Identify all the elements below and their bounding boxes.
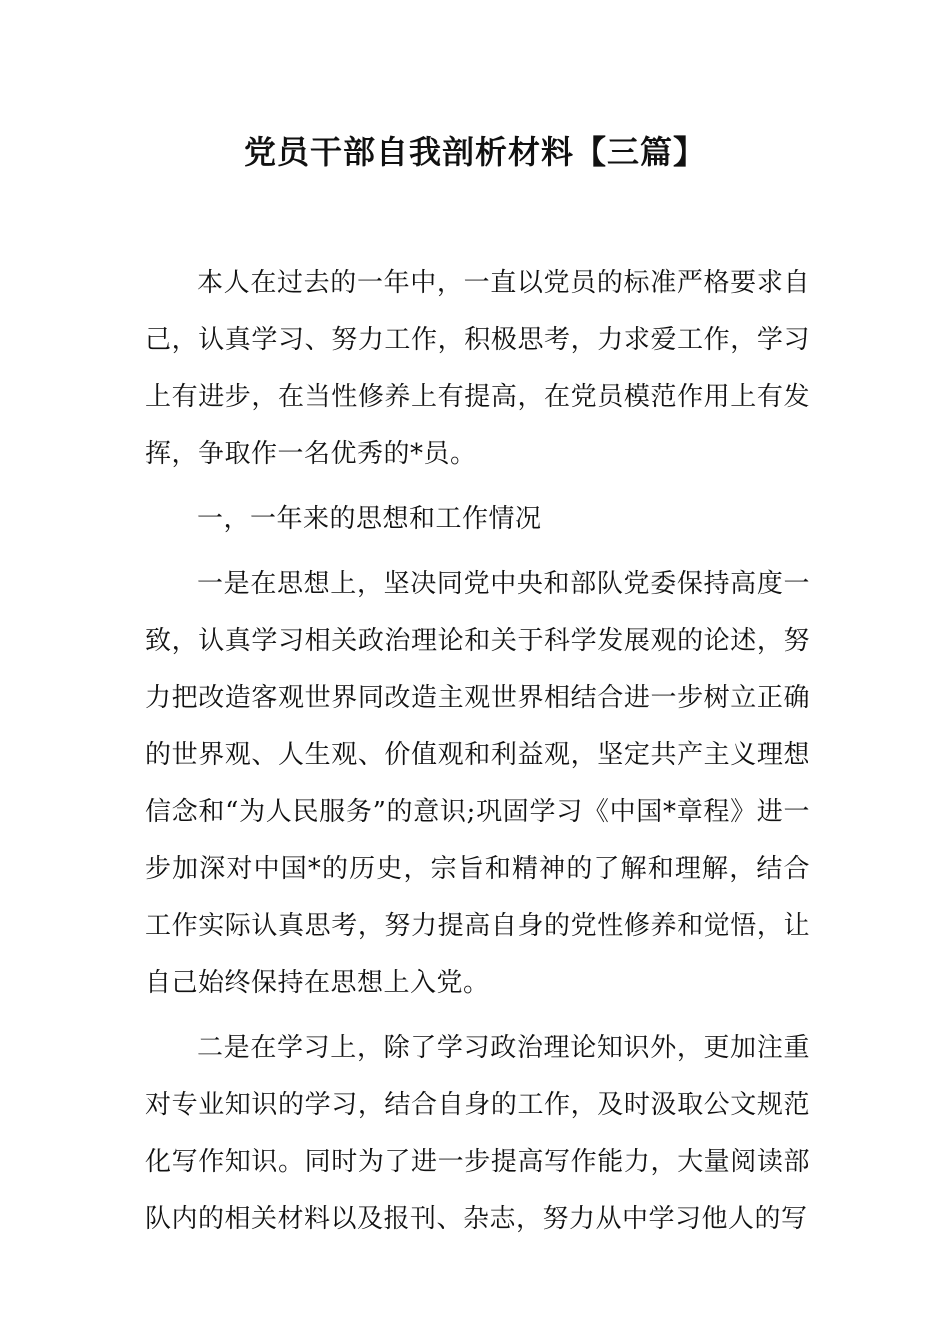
document-title: 党员干部自我剖析材料【三篇】 — [243, 133, 706, 171]
section-heading: 一，一年来的思想和工作情况 — [197, 504, 542, 534]
paragraph-intro: 本人在过去的一年中，一直以党员的标准严格要求自己，认真学习、努力工作，积极思考，力求爱工作，学习上有进步，在当性修养上有提高，在党员模范作用上有发挥，争取作一名优秀的*员。 — [145, 268, 810, 469]
paragraph-study: 二是在学习上，除了学习政治理论知识外，更加注重对专业知识的学习，结合自身的工作，及时汲取公文规范化写作知识。同时为了进一步提高写作能力，大量阅读部队内的相关材料以及报刊、杂志，努力从中学习他人的写 — [145, 1033, 810, 1234]
document-body — [145, 255, 810, 1248]
paragraph-thought: 一是在思想上，坚决同党中央和部队党委保持高度一致，认真学习相关政治理论和关于科学发展观的论述，努力把改造客观世界同改造主观世界相结合进一步树立正确的世界观、人生观、价值观和利益观，坚定共产主义理想信念和“为人民服务”的意识;巩固学习《中国*章程》进一步加深对中国*的历史，宗旨和精神的了解和理解，结合工作实际认真思考，努力提高自身的党性修养和觉悟，让自己始终保持在思想上入党。 — [145, 569, 810, 998]
